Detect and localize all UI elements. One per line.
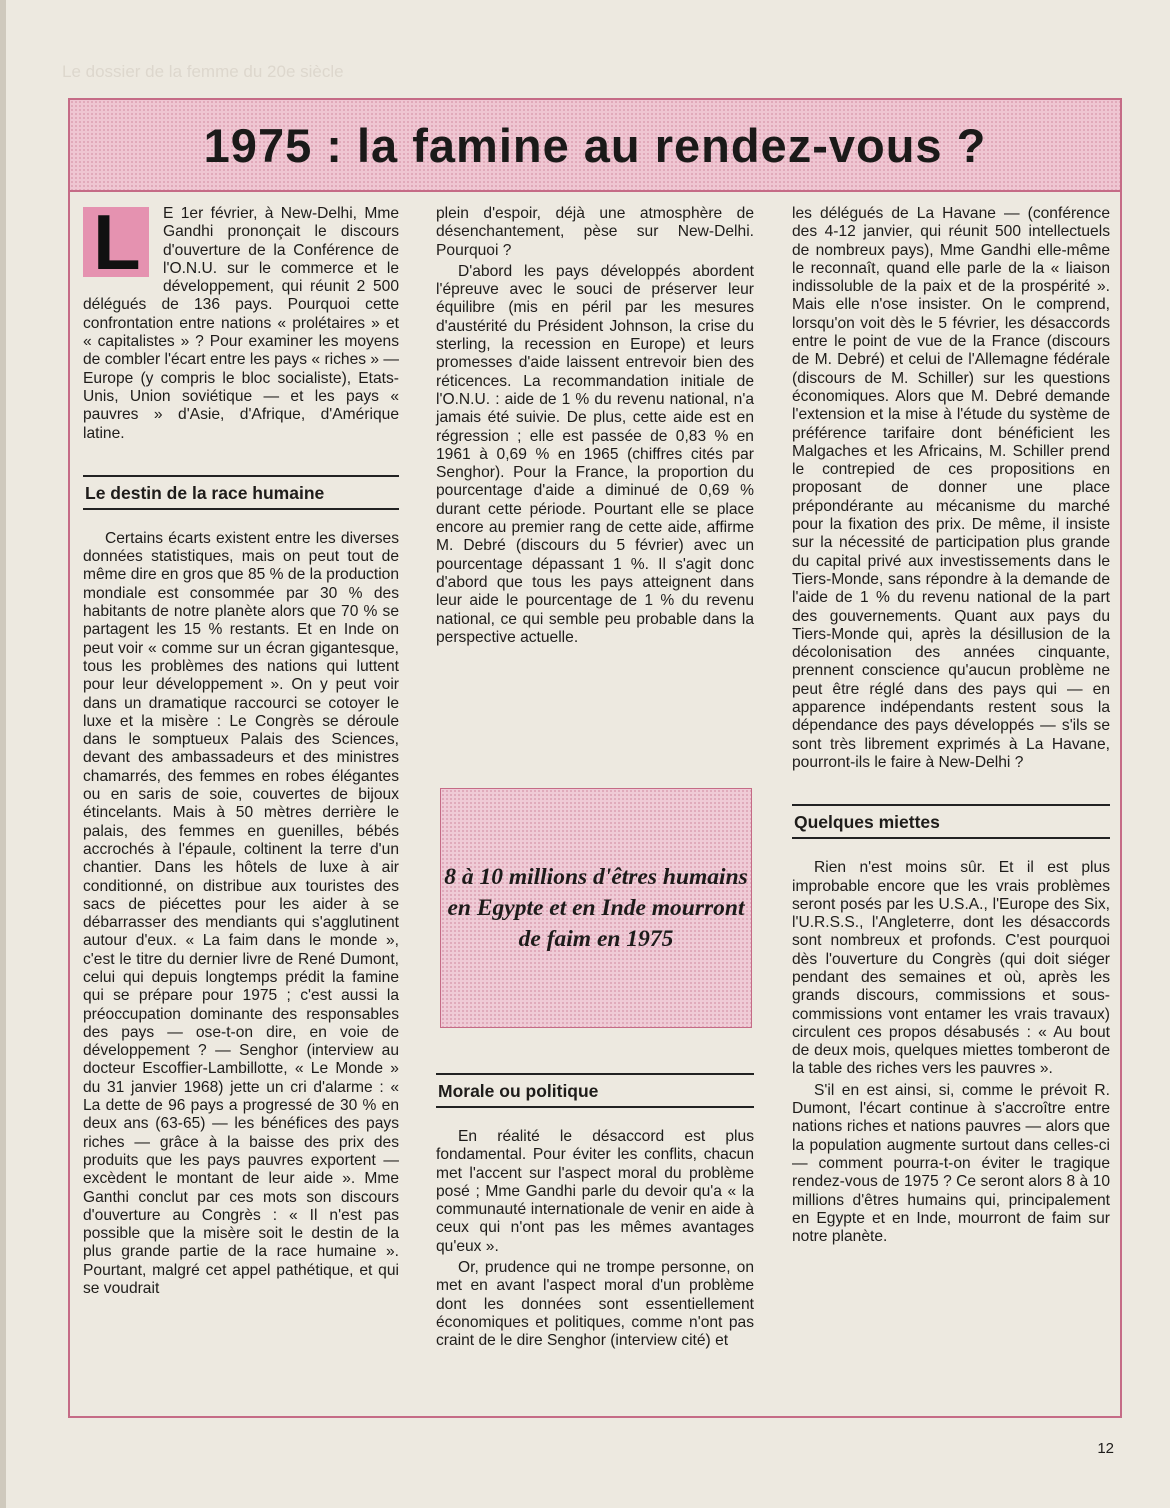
article-frame	[68, 98, 1122, 1418]
section-heading-miettes: Quelques miettes	[792, 804, 1110, 839]
paragraph: plein d'espoir, déjà une atmosphère de désenchantement, pèse sur New-Delhi. Pourquoi ?	[436, 205, 754, 259]
dropcap-letter: L	[93, 198, 141, 286]
page-number: 12	[1097, 1440, 1114, 1457]
column-2	[436, 205, 754, 647]
section-heading-destin: Le destin de la race humaine	[83, 475, 399, 510]
column-1	[83, 198, 399, 1298]
section-heading-morale: Morale ou politique	[436, 1073, 754, 1108]
column-2-lower	[436, 1065, 754, 1351]
lead-paragraph-block	[83, 198, 399, 443]
column-3	[792, 205, 1110, 1246]
paragraph: Or, prudence qui ne trompe personne, on met en avant l'aspect moral d'un problème dont les données sont essentiellement économiques et politiques, comme n'ont pas craint de le dire Senghor (interview cité) et	[436, 1259, 754, 1350]
article-title: 1975 : la famine au rendez-vous ?	[203, 119, 987, 172]
dropcap-box	[83, 198, 149, 286]
paragraph: Rien n'est moins sûr. Et il est plus improbable encore que les vrais problèmes seront posés par les U.S.A., l'Europe des Six, l'U.R.S.S., l'Angleterre, dont les désaccords sont nombreux et profonds. C'est pourquoi dès l'ouverture du Congrès (qui doit siéger pendant des semaines et où, après les grands discours, commissions et sous-commissions vont entamer les vrais travaux) circulent ces propos désabusés : « Au bout de deux mois, quelques miettes tomberont de la table des riches vers les pauvres ».	[792, 859, 1110, 1078]
title-band	[70, 100, 1120, 192]
paragraph: D'abord les pays développés abordent l'épreuve avec le souci de préserver leur équilibre (mis en péril par les mesures d'austérité du Président Johnson, la crise du sterling, la recession en Europe) et leurs promesses d'aide laissent entrevoir bien des réticences. La recommandation initiale de l'O.N.U. : aide de 1 % du revenu national, n'a jamais été suivie. De plus, cette aide est en régression ; elle est passée de 0,83 % en 1961 à 0,69 % en 1965 (chiffres cités par Senghor). Pour la France, la proportion du pourcentage d'aide a diminué de 0,69 % durant cette période. Pourtant elle se place encore au premier rang de cette aide, affirme M. Debré (discours du 5 février) avec un pourcentage dépassant 1 %. Il s'agit donc d'abord que tous les pays atteignent dans leur aide le pourcentage de 1 % du revenu national, ce qui semble peu probable dans la perspective actuelle.	[436, 262, 754, 646]
paragraph: S'il en est ainsi, si, comme le prévoit R. Dumont, l'écart continue à s'accroître entre nations riches et nations pauvres — alors que la population augmente surtout dans celles-ci — comment pourra-t-on éviter le tragique rendez-vous de 1975 ? Ce seront alors 8 à 10 millions d'êtres humains qui, principalement en Egypte et en Inde, mourront de faim sur notre planète.	[792, 1081, 1110, 1246]
page-edge	[0, 0, 6, 1508]
pull-quote-text: 8 à 10 millions d'êtres humains en Egypte et en Inde mourront de faim en 1975	[444, 863, 748, 952]
paragraph: Certains écarts existent entre les diverses données statistiques, mais on peut tout de même dire en gros que 85 % de la production mondiale est consommée par 30 % des habitants de notre planète alors que 70 % se partagent les 15 % restants. Et en Inde on peut voir « comme sur un écran gigantesque, tous les problèmes des nations qui luttent pour leur développement ». On y peut voir dans un dramatique raccourci se cotoyer le luxe et la misère : Le Congrès se déroule dans le somptueux Palais des Sciences, devant des ambassadeurs et des ministres chamarrés, des femmes en robes élégantes ou en saris de soie, couvertes de bijoux étincelants. Mais à 50 mètres derrière le palais, des femmes en guenilles, bébés accrochés à l'épaule, coltinent la terre d'un chantier. Dans les hôtels de luxe à air conditionné, on distribue aux touristes des sacs de piécettes pour les aider à se débarrasser des mendiants qui s'agglutinent autour d'eux. « La faim dans le monde », c'est le titre du dernier livre de René Dumont, celui qui depuis longtemps prédit la famine qui se prépare pour 1975 ; c'est aussi la préoccupation dominante des responsables des pays — ose-t-on dire, en voie de développement ? — Senghor (interview au docteur Escoffier-Lambillotte, « Le Monde » du 31 janvier 1968) jette un cri d'alarme : « La dette de 96 pays a progressé de 30 % en deux ans (63-65) — les bénéfices des pays riches — grâce à la baisse des prix des produits que les pays pauvres exportent — excèdent le montant de leur aide ». Mme Ganthi conclut par ces mots son discours d'ouverture au Congrès : « Il n'est pas possible que la misère soit le destin de la plus grande partie de la race humaine ». Pourtant, malgré cet appel pathétique, et qui se voudrait	[83, 529, 399, 1298]
running-header: Le dossier de la femme du 20e siècle	[62, 62, 344, 81]
lead-paragraph: E 1er février, à New-Delhi, Mme Gandhi prononçait le discours d'ouverture de la Conférence de l'O.N.U. sur le commerce et le développement, qui réunit 2 500 délégués de 136 pays. Pourquoi cette confrontation entre nations « prolétaires » et « capitalistes » ? Pour examiner les moyens de combler l'écart entre les pays « riches » — Europe (y compris le bloc socialiste), Etats-Unis, Union soviétique — et les pays « pauvres » d'Asie, d'Afrique, d'Amérique latine.	[83, 205, 399, 442]
paragraph: En réalité le désaccord est plus fondamental. Pour éviter les conflits, chacun met l'accent sur l'aspect moral du problème posé ; Mme Gandhi parle du devoir qu'a « la communauté internationale de venir en aide à ceux qui n'ont pas les mêmes avantages qu'eux ».	[436, 1128, 754, 1255]
paragraph: les délégués de La Havane — (conférence des 4-12 janvier, qui réunit 500 intellectuels de nombreux pays), Mme Gandhi elle-même le reconnaît, quand elle parle de la « liaison indissoluble de la paix et de la prospérité ». Mais elle n'ose insister. On le comprend, lorsqu'on voit dès le 5 février, les désaccords entre le point de vue de la France (discours de M. Debré) et celui de l'Allemagne fédérale (discours de M. Schiller) sur les questions économiques. Alors que M. Debré demande l'extension et la mise à l'étude du système de préférence tarifaire dont bénéficient les Malgaches et les Africains, M. Schiller prend le contrepied de ces propositions en proposant de donner une place prépondérante au mécanisme du marché pour la fixation des prix. De même, il insiste sur la nécessité de participation plus grande du capital privé aux investissements dans le Tiers-Monde, sans répondre à la demande de l'aide de 1 % du revenu national de la part des gouvernements. Quant aux pays du Tiers-Monde qui, après la désillusion de la décolonisation des années cinquante, prennent conscience qu'aucun problème ne peut être réglé dans des pays qui — en apparence indépendants restent sous la dépendance des pays développés — s'ils se sont très librement exprimés à La Havane, pourront-ils le faire à New-Delhi ?	[792, 205, 1110, 771]
pull-quote-box	[440, 788, 752, 1028]
